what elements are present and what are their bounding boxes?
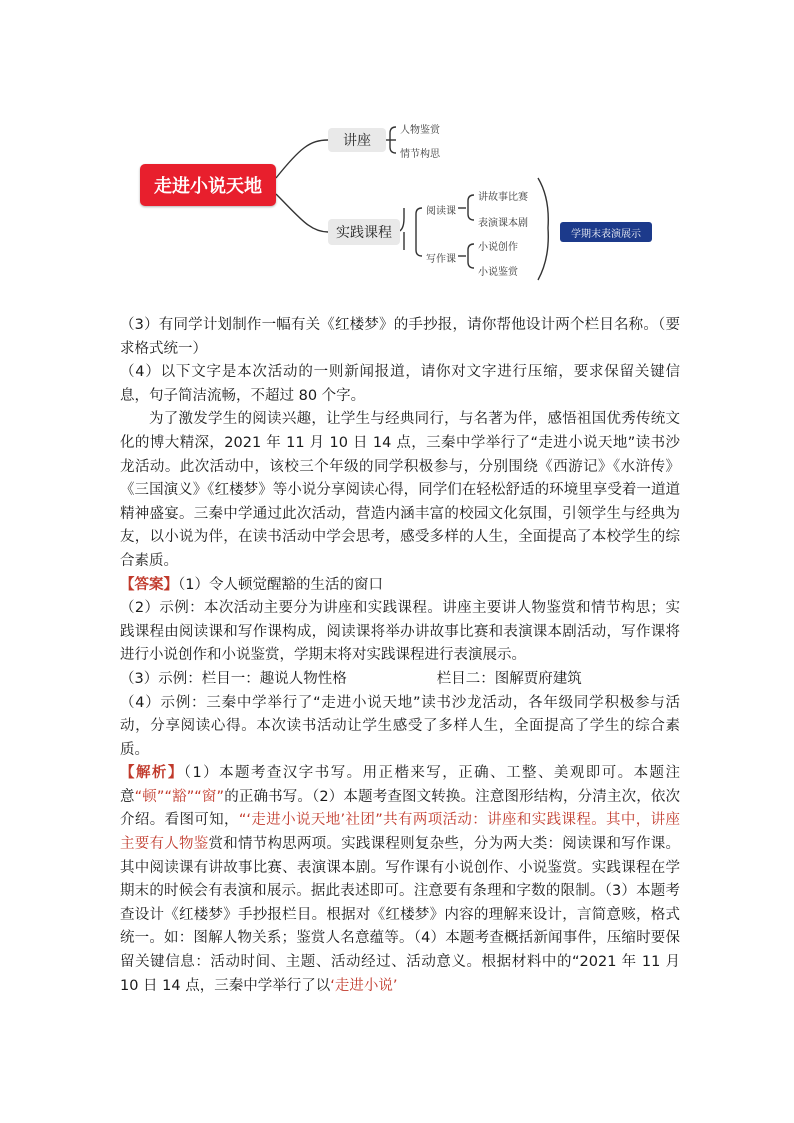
mind-map xyxy=(140,118,660,288)
leaf-storytelling: 讲故事比赛 xyxy=(478,192,528,203)
leaf-novel-writing: 小说创作 xyxy=(478,242,518,253)
node-lecture: 讲座 xyxy=(328,128,386,152)
answer-2: （2）示例：本次活动主要分为讲座和实践课程。讲座主要讲人物鉴赏和情节构思；实践课程由阅读课和写作课构成，阅读课将举办讲故事比赛和表演课本剧活动，写作课将进行小说创作和小说鉴赏，学期末将对实践课程进行表演展示。 xyxy=(120,600,680,664)
answer-1-text: （1）令人顿觉醒豁的生活的窗口 xyxy=(178,576,383,593)
leaf-plot-design: 情节构思 xyxy=(400,149,440,160)
analysis-s3: 赏和情节构思两项。实践课程则复杂些，分为两大类：阅读课和写作课。其中阅读课有讲故事比赛、表演课本剧。写作课有小说创作、小说鉴赏。实践课程在学期末的时候会有表演和展示。据此表述即可。注意要有条理和字数的限制。（3）本题考查设计《红楼梦》手抄报栏目。根据对《红楼梦》内容的理解来设计，言简意赅，格式统一。如：图解人物关系；鉴赏人名意蕴等。（4）本题考查概括新闻事件，压缩时要保留关键信息：活动时间、主题、活动经过、活动意义。根据材料中的“2021 年 11 月 10 日 14 点，三秦中学举行了以 xyxy=(120,836,681,994)
node-practice: 实践课程 xyxy=(328,219,400,245)
answer-4: （4）示例：三秦中学举行了“走进小说天地”读书沙龙活动，各年级同学积极参与活动，分享阅读心得。本次读书活动让学生感受了多样人生，全面提高了学生的综合素质。 xyxy=(120,694,680,758)
node-writing-class: 写作课 xyxy=(426,254,456,265)
analysis-paragraph xyxy=(120,762,680,998)
answer-tag: 【答案】 xyxy=(120,576,178,593)
analysis-s2-red: “‘走进小说天地’社团”共有两项活动：讲座和实践课程。其中，讲座主要有人物鉴 xyxy=(120,812,681,853)
answer-1 xyxy=(120,574,680,598)
answer-3 xyxy=(120,668,680,692)
question-3: （3）有同学计划制作一幅有关《红楼梦》的手抄报，请你帮他设计两个栏目名称。（要求格式统一） xyxy=(120,317,680,357)
analysis-s2: 的正确书写。（2）本题考查图文转换。注意图形结构，分清主次，依次介绍。看图可知， xyxy=(120,788,680,829)
question-4: （4）以下文字是本次活动的一则新闻报道，请你对文字进行压缩，要求保留关键信息，句子简洁流畅，不超过 80 个字。 xyxy=(120,364,680,404)
final-showcase-badge: 学期末表演展示 xyxy=(560,222,652,242)
mind-map-root: 走进小说天地 xyxy=(140,164,276,206)
answer-3-part2: 栏目二：图解贾府建筑 xyxy=(436,670,582,687)
analysis-s1: （1）本题考查汉字书写。用正楷来写，正确、工整、美观即可。本题注意 xyxy=(120,765,680,805)
node-reading-class: 阅读课 xyxy=(426,206,456,217)
leaf-textbook-drama: 表演课本剧 xyxy=(478,218,528,229)
news-passage: 为了激发学生的阅读兴趣，让学生与经典同行，与名著为伴，感悟祖国优秀传统文化的博大精深，2021 年 11 月 10 日 14 点，三秦中学举行了“走进小说天地”读书沙龙活动。此次活动中，该校三个年级的同学积极参与，分别围绕《西游记》《水浒传》《三国演义》《红楼梦》等小说分享阅读心得，同学们在轻松舒适的环境里享受着一道道精神盛宴。三秦中学通过此次活动，营造内涵丰富的校园文化氛围，引领学生与经典为友，以小说为伴，在读书活动中学会思考，感受多样的人生，全面提高了本校学生的综合素质。 xyxy=(120,411,680,569)
leaf-character-appreciation: 人物鉴赏 xyxy=(400,125,440,136)
analysis-s3-red: ‘走进小说’ xyxy=(330,977,398,994)
analysis-tag: 【解析】 xyxy=(120,765,184,782)
question-text xyxy=(120,314,680,998)
analysis-s1-red: “顿”“豁”“窗” xyxy=(134,788,225,805)
leaf-novel-appreciation: 小说鉴赏 xyxy=(478,267,518,278)
answer-3-part1: （3）示例：栏目一：趣说人物性格 xyxy=(120,670,347,687)
